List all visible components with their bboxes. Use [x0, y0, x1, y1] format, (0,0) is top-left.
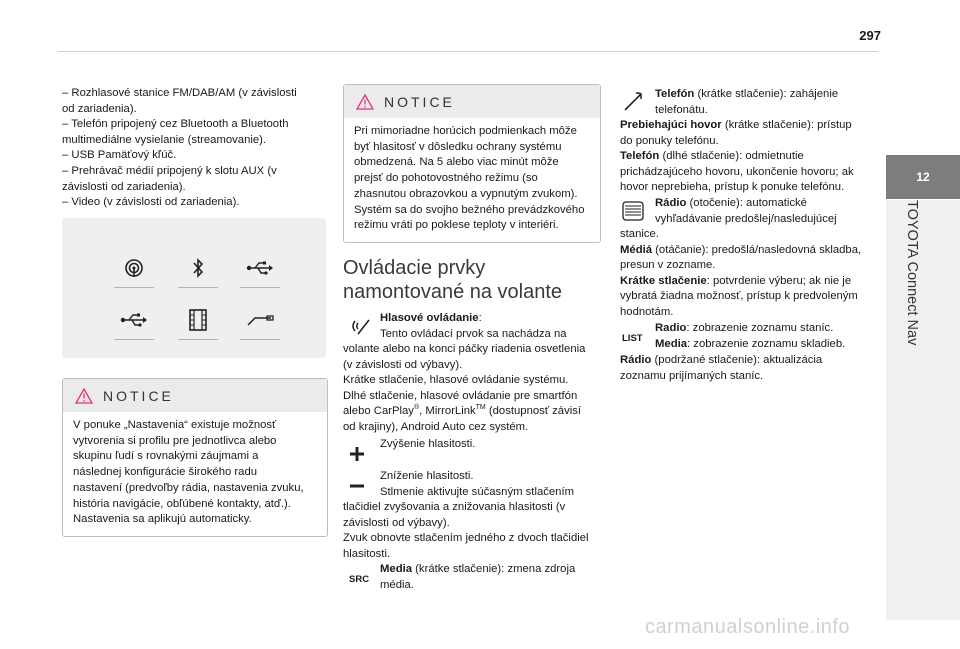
volume-up-text: Zvýšenie hlasitosti.	[380, 438, 476, 450]
phone-label: Telefón	[655, 88, 695, 100]
header-rule	[58, 51, 878, 52]
notice-title: NOTICE	[384, 93, 455, 110]
voice-command-icon	[347, 312, 373, 338]
minus-icon	[347, 476, 367, 496]
video-icon	[176, 300, 220, 340]
src-button-label: SRC	[349, 574, 370, 585]
voice-control-text: volante alebo na konci páčky riadenia osvetlenia (v závislosti od výbavy). Krátke stlačenie, hlasové ovládanie systému. Dlhé stlačenie, hlasové ovládanie pre smartfón alebo CarPlay®, MirrorLink™ (dostupnosť závisí od krajiny), Android Auto cez systém.	[343, 343, 586, 433]
list-item: multimediálne vysielanie (streamovanie).	[62, 133, 267, 146]
list-item: od zariadenia).	[62, 102, 137, 115]
notice-line: Pri mimoriadne horúcich podmienkach môže	[354, 125, 577, 137]
plus-icon	[347, 444, 367, 464]
list-item: závislosti od zariadenia).	[62, 180, 186, 193]
source-list	[62, 86, 332, 211]
voice-control-title: Hlasové ovládanie	[380, 312, 479, 324]
notice-title: NOTICE	[103, 387, 174, 404]
list-item: – Rozhlasové stanice FM/DAB/AM (v závislosti	[62, 87, 297, 99]
wheel-text: stanice. Médiá (otáčanie): predošlá/nasledovná skladba, presun v zozname. Krátke stlačenie: potvrdenie výberu; ak nie je vybratá žiadna možnosť, prístup k predvoleným hodnotám.	[620, 228, 862, 318]
aux-icon	[238, 300, 282, 340]
list-item: – Prehrávač médií pripojený k slotu AUX (v	[62, 164, 277, 177]
notice-line: vytvorenia si profilu pre jednotlivca alebo	[73, 434, 277, 447]
radio-label: Rádio	[655, 197, 687, 209]
notice-line: následnej konfigurácie širokého radu	[73, 466, 258, 479]
radio-icon	[112, 248, 156, 288]
notice-line: obmedzená. Na 5 alebo viac minút môže	[354, 156, 559, 169]
phone-icon	[620, 88, 646, 114]
notice-line: zhasnutou obrazovkou a vypnutým zvukom).	[354, 187, 578, 200]
notice-header	[344, 85, 600, 118]
notice-line: V ponuke „Nastavenia“ existuje možnosť	[73, 419, 277, 431]
usb-icon	[238, 248, 282, 288]
notice-line: skupinu ľudí s rovnakými záujmami a	[73, 450, 259, 463]
chapter-number-tab[interactable]: 12	[886, 155, 960, 199]
notice-line: Systém sa do svojho bežného prevádzkového	[354, 203, 585, 216]
list-button-label: LIST	[622, 333, 643, 344]
notice-line: režimu vráti po poklese teploty v interiéri.	[354, 219, 559, 232]
bluetooth-icon	[176, 248, 220, 288]
media-source-text: Media (krátke stlačenie): zmena zdroja média.	[380, 563, 576, 591]
page-number: 297	[859, 28, 881, 43]
notice-box-profiles	[62, 378, 328, 537]
watermark: carmanualsonline.info	[644, 616, 850, 638]
chapter-title: TOYOTA Connect Nav	[904, 200, 920, 346]
phone-text: Prebiehajúci hovor (krátke stlačenie): prístup do ponuky telefónu. Telefón (dlhé stlačenie): odmietnutie prichádzajúceho hovoru, ukončenie hovoru; ak hovor neprebieha, prístup k ponuke telefónu.	[620, 119, 854, 194]
source-icon-panel	[62, 218, 326, 358]
notice-header	[63, 379, 327, 412]
notice-line: nastavení (predvoľby rádia, nastavenia zvuku,	[73, 481, 304, 494]
volume-down-text: Zníženie hlasitosti.	[380, 470, 474, 482]
notice-box-volume	[343, 84, 601, 243]
list-item: – Telefón pripojený cez Bluetooth a Bluetooth	[62, 118, 289, 131]
warning-icon	[75, 388, 93, 404]
notice-line: byť hlasitosť v dôsledku ochrany systému	[354, 140, 562, 153]
notice-line: história navigácie, obľúbené kontakty, atď.).	[73, 497, 291, 510]
warning-icon	[356, 94, 374, 110]
mute-text: tlačidiel zvyšovania a znižovania hlasitosti (v závislosti od výbavy). Zvuk obnovte stlačením jedného z dvoch tlačidiel hlasitosti.	[343, 501, 589, 560]
list-hold-text: Rádio (podržané stlačenie): aktualizácia zoznamu prijímaných staníc.	[620, 354, 823, 382]
notice-line: Nastavenia sa aplikujú automaticky.	[73, 513, 252, 526]
notice-line: prejsť do pohotovostného režimu (so	[354, 172, 538, 185]
thumbwheel-icon	[620, 198, 646, 224]
usb-icon	[112, 300, 156, 340]
list-item: – Video (v závislosti od zariadenia).	[62, 196, 240, 209]
list-item: – USB Pamäťový kľúč.	[62, 149, 177, 162]
section-heading: Ovládacie prvky namontované na volante	[343, 257, 563, 303]
